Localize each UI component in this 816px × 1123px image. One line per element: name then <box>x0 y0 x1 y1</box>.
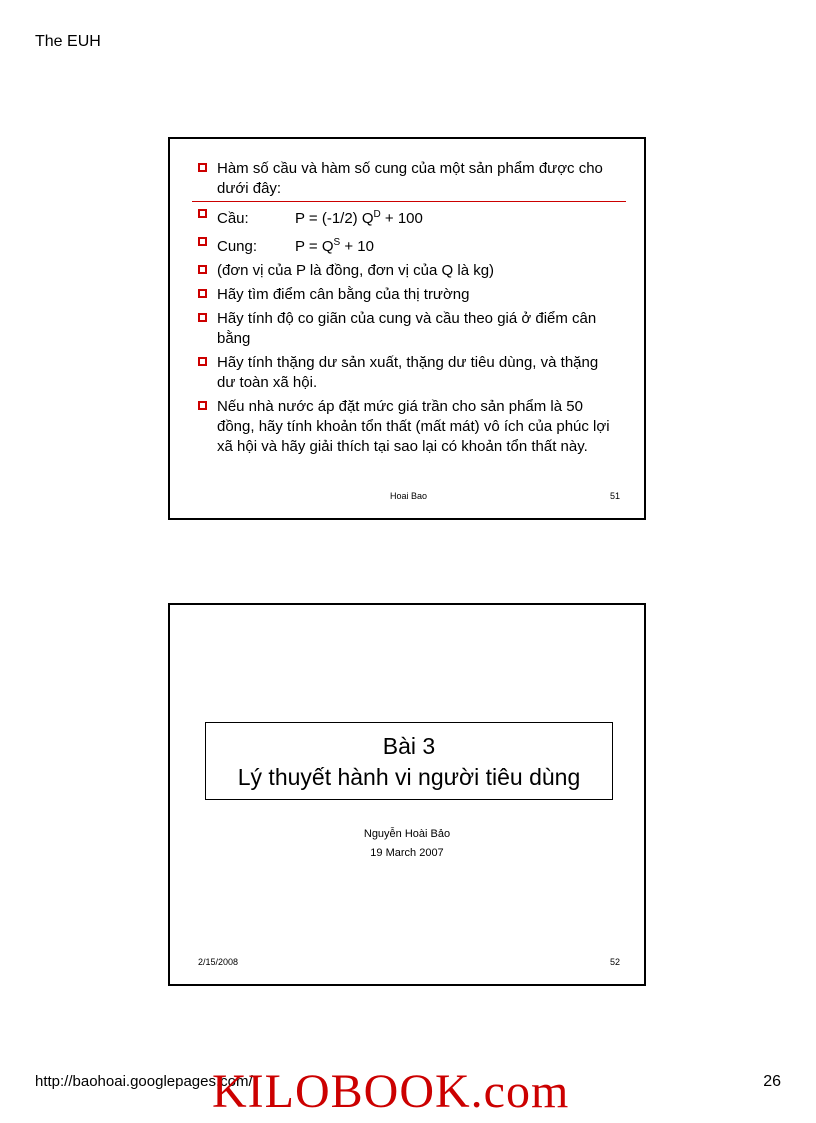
author-name: Nguyễn Hoài Bảo <box>363 828 451 840</box>
footer-url-link[interactable]: http://baohoai.googlepages.com/ <box>35 1073 253 1090</box>
checkbox-bullet-icon <box>198 265 207 274</box>
lesson-title: Lý thuyết hành vi người tiêu dùng <box>237 764 581 790</box>
checkbox-bullet-icon <box>198 313 207 322</box>
slide-page-number: 51 <box>610 491 621 501</box>
footer-page-number: 26 <box>763 1073 781 1090</box>
watermark-logo: KILOBOOK.com <box>212 1065 570 1118</box>
checkbox-bullet-icon <box>198 237 207 246</box>
checkbox-bullet-icon <box>198 289 207 298</box>
slide-52 <box>168 603 646 986</box>
bullet-item: (đơn vị của P là đồng, đơn vị của Q là kg) <box>198 261 618 281</box>
checkbox-bullet-icon <box>198 357 207 366</box>
checkbox-bullet-icon <box>198 209 207 218</box>
bullet-item-supply: Cung: $P = Q^S + 10$ <box>198 233 618 257</box>
slide-footer-date: 2/15/2008 <box>198 957 239 967</box>
checkbox-bullet-icon <box>198 163 207 172</box>
bullet-list <box>198 159 618 461</box>
bullet-item: Hãy tìm điểm cân bằng của thị trường <box>198 285 618 305</box>
author-block <box>170 825 644 863</box>
author-date: 19 March 2007 <box>370 847 444 859</box>
slide-page-number: 52 <box>610 957 621 967</box>
document-header: The EUH <box>35 33 101 50</box>
slide-51 <box>168 137 646 520</box>
bullet-item: Hàm số cầu và hàm số cung của một sản phẩm được cho dưới đây: <box>198 159 618 199</box>
slide-footer-author: Hoai Bao <box>390 491 428 501</box>
bullet-item: Nếu nhà nước áp đặt mức giá trần cho sản phẩm là 50 đồng, hãy tính khoản tổn thất (mất mát) vô ích của phúc lợi xã hội và hãy giải thích tại sao lại có khoản tổn thất này. <box>198 397 618 457</box>
lesson-number: Bài 3 <box>382 733 436 759</box>
bullet-item: Hãy tính thặng dư sản xuất, thặng dư tiêu dùng, và thặng dư toàn xã hội. <box>198 353 618 393</box>
checkbox-bullet-icon <box>198 401 207 410</box>
bullet-item: Hãy tính độ co giãn của cung và cầu theo giá ở điểm cân bằng <box>198 309 618 349</box>
slide-title-box <box>205 722 613 800</box>
bullet-item-demand: Cầu: P = (-1/2) $Q^D + 100$ <box>198 205 618 229</box>
